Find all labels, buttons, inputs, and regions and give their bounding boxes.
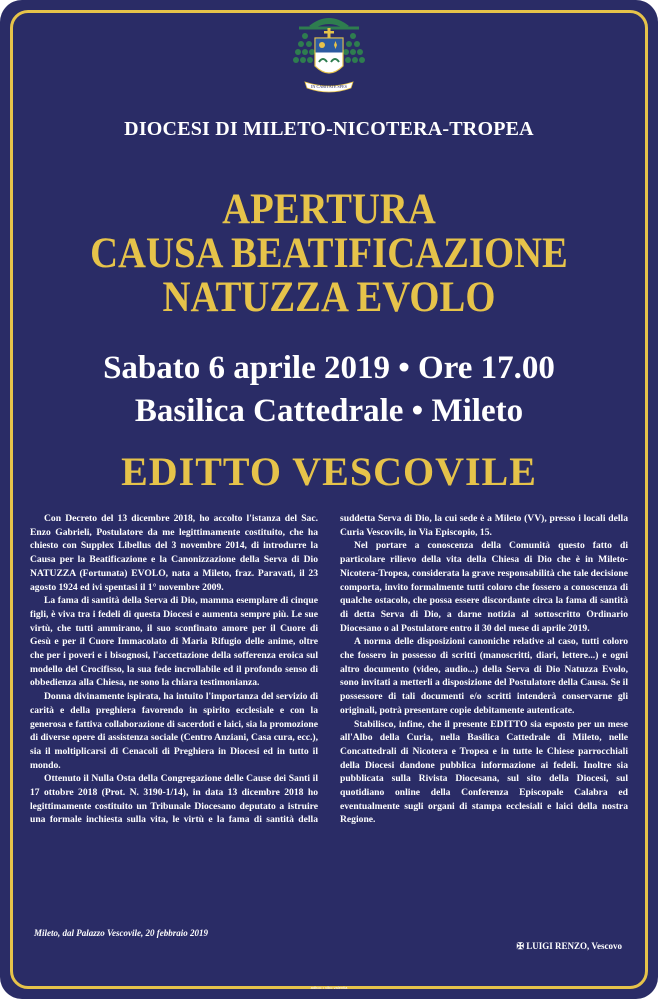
decree-body — [30, 512, 628, 912]
headline-line-2: CAUSA BEATIFICAZIONE — [90, 230, 568, 277]
place-and-date: Mileto, dal Palazzo Vescovile, 20 febbraio 2019 — [34, 928, 208, 938]
paragraph: Nel portare a conoscenza della Comunità questo fatto di particolare rilievo della vita della Chiesa di Dio che è in Mileto-Nicotera-Tropea, considerata la grave responsabilità che tale decisione comporta, invito formalmente tutti coloro che fossero a conoscenza di qualche ostacolo, che possa essere discordante circa la fama di santità di detta Serva di Dio, a darne notizia al sottoscritto Ordinario Diocesano o al Postulatore entro il 30 del mese di aprile 2019. — [340, 540, 628, 634]
bishop-signature: ✠ LUIGI RENZO, Vescovo — [516, 941, 622, 951]
paragraph: La fama di santità della Serva di Dio, mamma esemplare di cinque figli, è viva tra i fedeli di questa Diocesi e aumenta sempre più. Le sue virtù, che tutti ammirano, il suo sconfinato amore per il Cuore di Gesù e per il Cuore Immacolato di Maria Rifugio delle anime, oltre che per i poveri e i bisognosi, l'accettazione della sofferenza eroica sul modello del Crocifisso, la sua fede incrollabile ed il profondo senso di obbedienza alla Chiesa, ne sono la chiara testimonianza. — [30, 595, 318, 689]
headline-line-3: NATUZZA EVOLO — [162, 274, 496, 321]
paragraph: Ottenuto il Nulla Osta della Congregazione delle Cause dei Santi il 17 ottobre 2018 (Prot. N. 3190-1/14), in data 13 dicembre 2018 ho legittimamente costituito un Tribunale Diocesano deputato a istruire una formale inchiesta sulla vita, le virtù e la fama di santità della suddetta Serva di Dio, la cui sede è a Mileto (VV), presso i locali della Curia Vescovile, in Via Episcopio, 15. — [30, 513, 628, 826]
episcopal-crest-icon — [291, 12, 367, 96]
decree-title: EDITTO VESCOVILE — [121, 449, 537, 494]
event-date: Sabato 6 aprile 2019 • Ore 17.00 — [103, 350, 555, 386]
headline — [33, 188, 625, 320]
crest-motto: IN CARITATE SPES — [311, 84, 347, 89]
paragraph: Stabilisco, infine, che il presente EDITTO sia esposto per un mese all'Albo della Curia, nella Basilica Cattedrale di Mileto, nelle Concattedrali di Nicotera e Tropea e in tutte le Chiese parrocchiali della Diocesi dandone pubblica informazione ai fedeli. Inoltre sia pubblicata sulla Rivista Diocesana, sul sito della Diocesi, sul quotidiano online della Conferenza Episcopale Calabra ed eventualmente sugli organi di stampa ecclesiali e laici della nostra Regione. — [340, 718, 628, 826]
headline-line-1: APERTURA — [222, 186, 436, 233]
diocese-name: DIOCESI DI MILETO-NICOTERA-TROPEA — [124, 118, 534, 140]
paragraph: Con Decreto del 13 dicembre 2018, ho accolto l'istanza del Sac. Enzo Gabrieli, Postulatore da me legittimamente costituito, che ha chiesto con Supplex Libellus del 3 novembre 2014, di introdurre la Causa per la Beatificazione e la Canonizzazione della Serva di Dio NATUZZA (Fortunata) EVOLO, nata a Mileto, fraz. Paravati, il 23 agosto 1924 ed ivi spentasi il 1° novembre 2009. — [30, 513, 318, 593]
paragraph: A norma delle disposizioni canoniche relative al caso, tutti coloro che fossero in possesso di scritti (manoscritti, diari, lettere...) e ogni altro documento (video, audio...) della Serva di Dio Natuzza Evolo, sono invitati a metterli a disposizione del Postulatore della Causa. Se il possessore di tali documenti e/o scritti intenderà conservarne gli originali, potrà presentare copie debitamente autenticate. — [340, 636, 628, 716]
event-place: Basilica Cattedrale • Mileto — [134, 393, 524, 429]
paragraph: Donna divinamente ispirata, ha intuito l'importanza del servizio di carità e della preghiera favorendo in spirito ecclesiale e con la generosa e fattiva collaborazione di sacerdoti e laici, sia la promozione di diverse opere di assistenza sociale (Centro Anziani, Casa cura, ecc.), sia il moltiplicarsi di Cenacoli di Preghiera in Diocesi ed in tutto il mondo. — [30, 691, 318, 771]
printer-credit: adhoc • vibo valentia — [310, 985, 348, 990]
